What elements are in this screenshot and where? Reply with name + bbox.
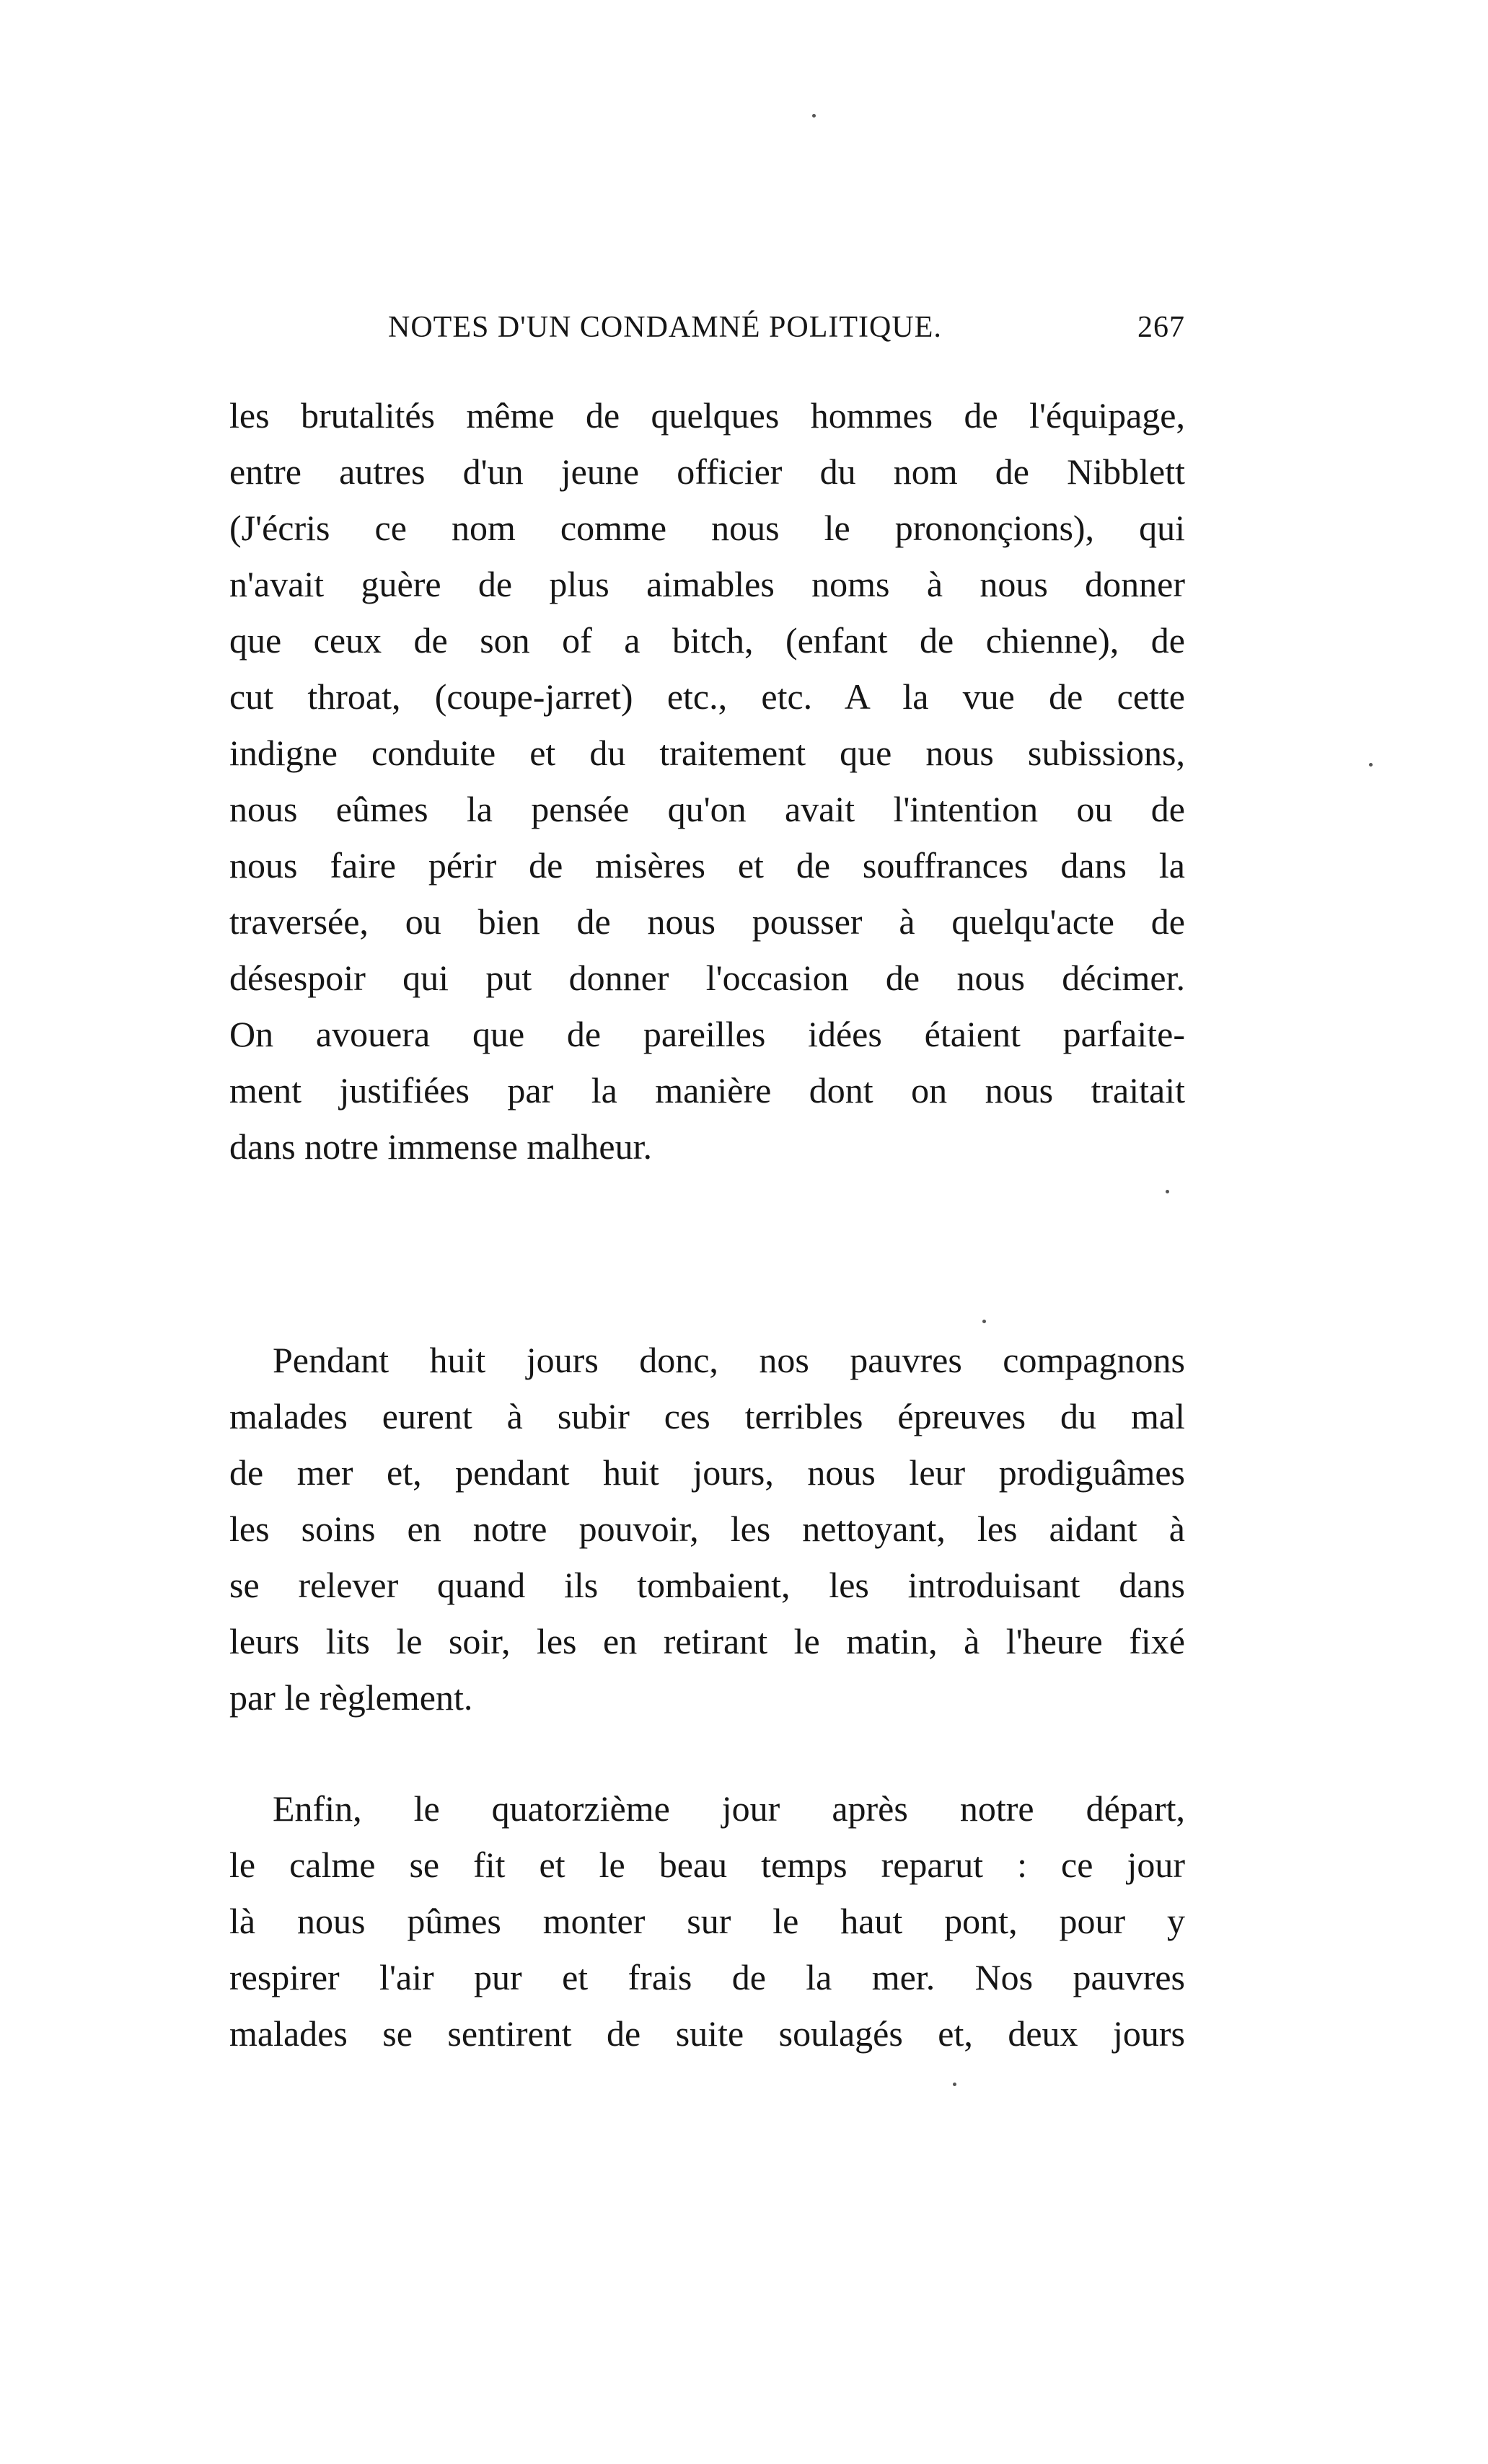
text-line: (J'écris ce nom comme nous le prononçions), qui — [229, 508, 1185, 548]
text-line: Pendant huit jours donc, nos pauvres compagnons — [273, 1340, 1185, 1380]
text-line: là nous pûmes monter sur le haut pont, pour y — [229, 1901, 1185, 1941]
text-line: cut throat, (coupe-jarret) etc., etc. A la vue de cette — [229, 676, 1185, 717]
scan-speck — [953, 2083, 956, 2086]
text-line: traversée, ou bien de nous pousser à quelqu'acte de — [229, 901, 1185, 942]
text-line: malades eurent à subir ces terribles épreuves du mal — [229, 1396, 1185, 1436]
text-line: entre autres d'un jeune officier du nom de Nibblett — [229, 451, 1185, 492]
text-line: On avouera que de pareilles idées étaient parfaite- — [229, 1014, 1185, 1054]
paragraph-3 — [229, 1780, 1185, 2062]
scan-speck — [812, 114, 816, 118]
scan-speck — [982, 1320, 986, 1323]
text-line: désespoir qui put donner l'occasion de nous décimer. — [229, 958, 1185, 998]
text-line: par le règlement. — [229, 1677, 473, 1718]
page-header — [229, 310, 1185, 361]
text-line: de mer et, pendant huit jours, nous leur prodiguâmes — [229, 1452, 1185, 1493]
text-line: ment justifiées par la manière dont on nous traitait — [229, 1070, 1185, 1110]
text-line: le calme se fit et le beau temps reparut : ce jour — [229, 1845, 1185, 1885]
paragraph-1 — [229, 387, 1185, 1175]
text-line: se relever quand ils tombaient, les introduisant dans — [229, 1565, 1185, 1605]
text-line: dans notre immense malheur. — [229, 1126, 652, 1167]
text-line: malades se sentirent de suite soulagés et, deux jours — [229, 2013, 1185, 2054]
text-line: leurs lits le soir, les en retirant le matin, à l'heure fixé — [229, 1621, 1185, 1661]
text-line: Enfin, le quatorzième jour après notre départ, — [273, 1788, 1185, 1829]
paragraph-2 — [229, 1332, 1185, 1726]
text-line: les soins en notre pouvoir, les nettoyant, les aidant à — [229, 1509, 1185, 1549]
text-line: que ceux de son of a bitch, (enfant de chienne), de — [229, 620, 1185, 661]
scan-speck — [1166, 1190, 1169, 1193]
text-line: n'avait guère de plus aimables noms à nous donner — [229, 564, 1185, 604]
text-line: indigne conduite et du traitement que nous subissions, — [229, 733, 1185, 773]
text-line: respirer l'air pur et frais de la mer. Nos pauvres — [229, 1957, 1185, 1997]
text-line: nous eûmes la pensée qu'on avait l'intention ou de — [229, 789, 1185, 829]
text-line: nous faire périr de misères et de souffrances dans la — [229, 845, 1185, 886]
text-line: les brutalités même de quelques hommes de l'équipage, — [229, 395, 1185, 436]
page-number: 267 — [1137, 311, 1185, 344]
running-title: NOTES D'UN CONDAMNÉ POLITIQUE. — [388, 311, 942, 344]
scan-speck — [1369, 763, 1373, 767]
